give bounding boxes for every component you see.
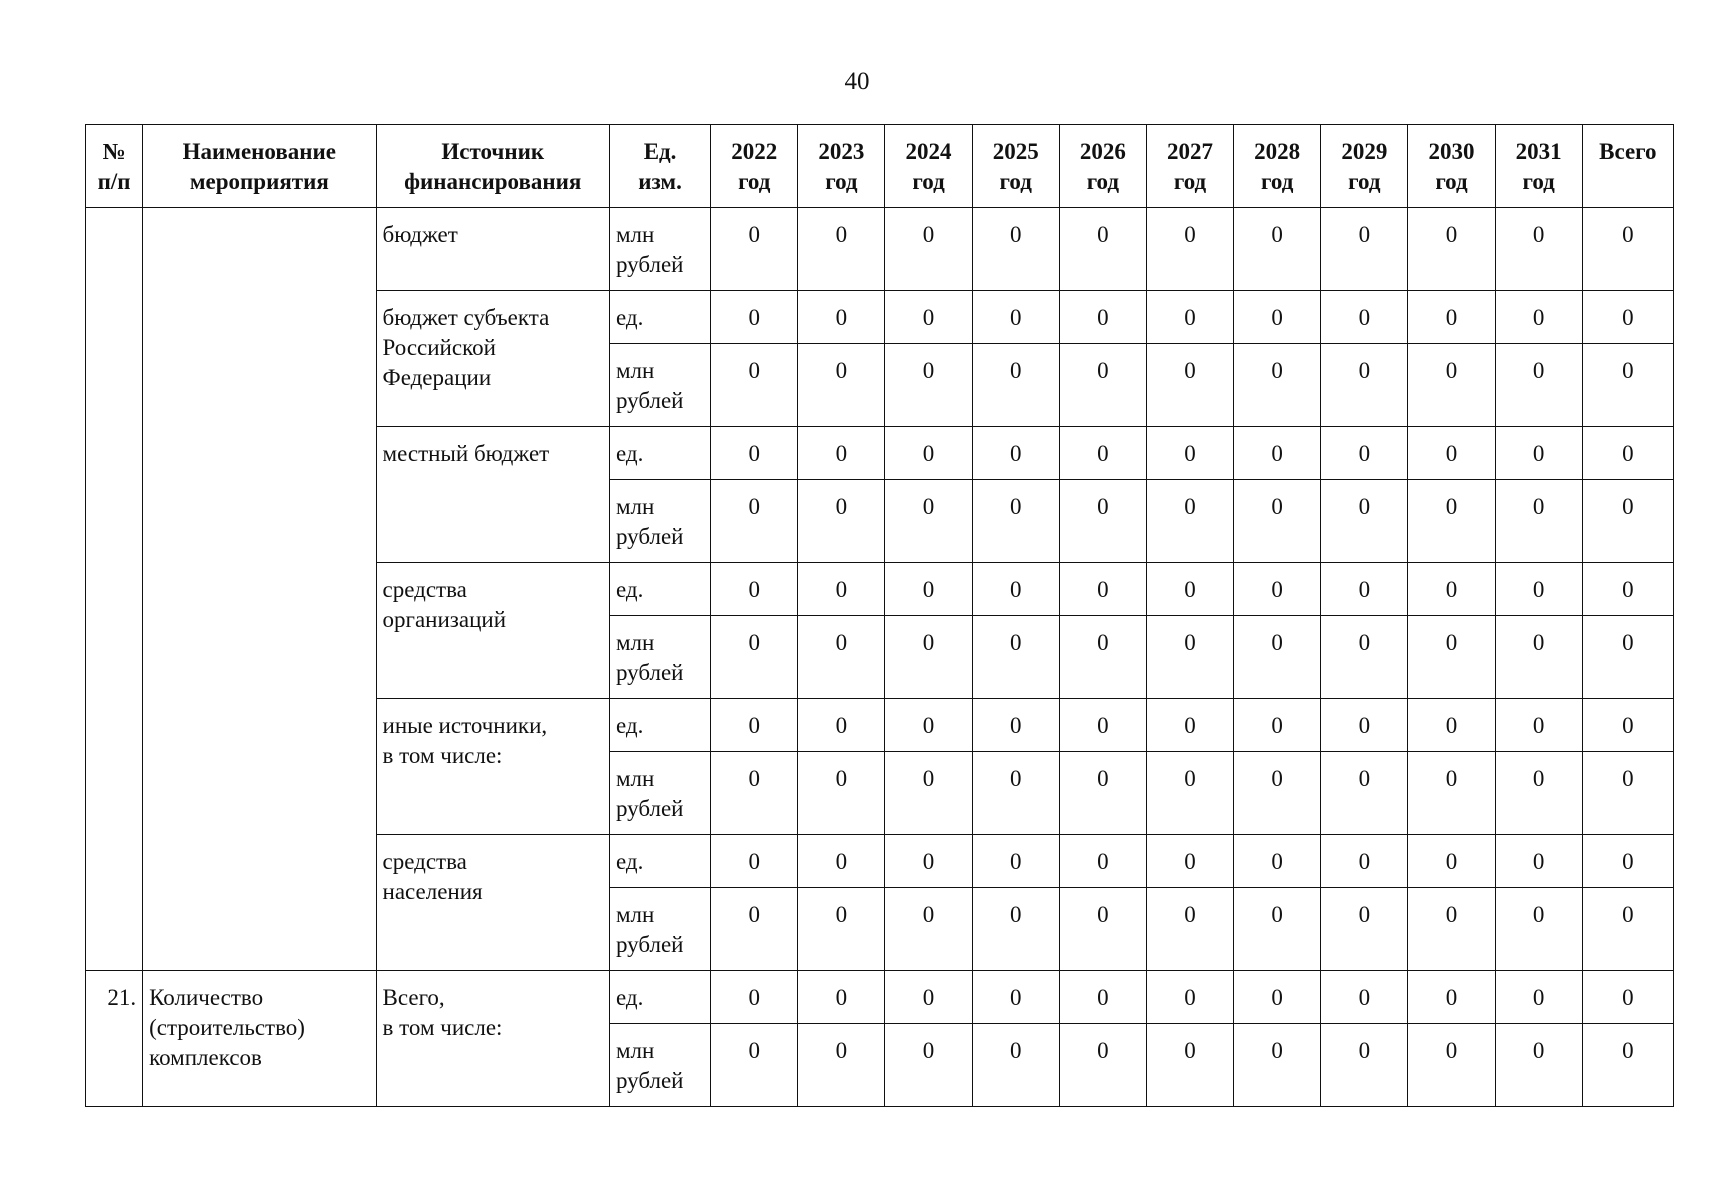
year-value-cell: 0 bbox=[1234, 480, 1321, 563]
year-value-cell: 0 bbox=[1234, 1024, 1321, 1107]
year-value-cell: 0 bbox=[1059, 971, 1146, 1024]
year-value-cell: 0 bbox=[1059, 616, 1146, 699]
col-header-year: 2026 год bbox=[1059, 125, 1146, 208]
year-value-cell: 0 bbox=[1059, 699, 1146, 752]
year-value-cell: 0 bbox=[1321, 291, 1408, 344]
item-name-cell bbox=[143, 971, 376, 1107]
text-line: рублей bbox=[615, 252, 684, 277]
year-value-cell: 0 bbox=[1059, 427, 1146, 480]
text-line: комплексов bbox=[149, 1045, 262, 1070]
year-value-cell: 0 bbox=[1408, 752, 1495, 835]
year-value-cell: 0 bbox=[1146, 971, 1233, 1024]
year-value-cell: 0 bbox=[711, 752, 798, 835]
year-value-cell: 0 bbox=[798, 888, 885, 971]
total-value-cell: 0 bbox=[1582, 971, 1673, 1024]
total-value-cell: 0 bbox=[1582, 752, 1673, 835]
year-value-cell: 0 bbox=[885, 752, 972, 835]
year-value-cell: 0 bbox=[1495, 1024, 1582, 1107]
year-value-cell: 0 bbox=[798, 835, 885, 888]
text-line: местный бюджет bbox=[382, 441, 550, 466]
text-line: Федерации bbox=[382, 365, 492, 390]
table-row bbox=[86, 208, 1674, 291]
year-value-cell: 0 bbox=[1408, 888, 1495, 971]
year-value-cell: 0 bbox=[711, 1024, 798, 1107]
year-value-cell: 0 bbox=[1321, 835, 1408, 888]
text-line: Количество bbox=[149, 985, 264, 1010]
year-value-cell: 0 bbox=[1408, 208, 1495, 291]
year-value-cell: 0 bbox=[1059, 752, 1146, 835]
total-value-cell: 0 bbox=[1582, 344, 1673, 427]
year-value-cell: 0 bbox=[1321, 888, 1408, 971]
unit-cell bbox=[609, 752, 710, 835]
year-value-cell: 0 bbox=[972, 344, 1059, 427]
year-value-cell: 0 bbox=[798, 208, 885, 291]
funding-table bbox=[85, 124, 1674, 1107]
year-value-cell: 0 bbox=[711, 291, 798, 344]
year-value-cell: 0 bbox=[972, 208, 1059, 291]
unit-cell bbox=[609, 480, 710, 563]
year-value-cell: 0 bbox=[1234, 835, 1321, 888]
year-value-cell: 0 bbox=[972, 699, 1059, 752]
text-line: Всего, bbox=[382, 985, 445, 1010]
unit-cell: ед. bbox=[609, 427, 710, 480]
year-value-cell: 0 bbox=[972, 291, 1059, 344]
year-value-cell: 0 bbox=[711, 208, 798, 291]
text-line: иные источники, bbox=[382, 713, 548, 738]
year-value-cell: 0 bbox=[798, 344, 885, 427]
funding-source-cell bbox=[376, 563, 609, 699]
year-value-cell: 0 bbox=[1495, 427, 1582, 480]
funding-source-cell bbox=[376, 971, 609, 1107]
year-value-cell: 0 bbox=[711, 971, 798, 1024]
text-line: рублей bbox=[615, 1068, 684, 1093]
year-value-cell: 0 bbox=[711, 888, 798, 971]
col-header-total: Всего bbox=[1582, 125, 1673, 208]
year-value-cell: 0 bbox=[1495, 616, 1582, 699]
year-value-cell: 0 bbox=[1408, 344, 1495, 427]
table-row bbox=[86, 971, 1674, 1024]
funding-source-cell bbox=[376, 427, 609, 563]
year-value-cell: 0 bbox=[798, 1024, 885, 1107]
year-value-cell: 0 bbox=[972, 971, 1059, 1024]
text-line: средства bbox=[382, 849, 467, 874]
year-value-cell: 0 bbox=[1146, 208, 1233, 291]
funding-source-cell bbox=[376, 291, 609, 427]
year-value-cell: 0 bbox=[711, 563, 798, 616]
year-value-cell: 0 bbox=[1234, 971, 1321, 1024]
text-line: рублей bbox=[615, 388, 684, 413]
year-value-cell: 0 bbox=[972, 563, 1059, 616]
year-value-cell: 0 bbox=[1408, 971, 1495, 1024]
col-header-name: Наименование мероприятия bbox=[143, 125, 376, 208]
year-value-cell: 0 bbox=[711, 835, 798, 888]
year-value-cell: 0 bbox=[798, 752, 885, 835]
col-header-year: 2029 год bbox=[1321, 125, 1408, 208]
year-value-cell: 0 bbox=[1234, 616, 1321, 699]
unit-cell: ед. bbox=[609, 699, 710, 752]
year-value-cell: 0 bbox=[1059, 835, 1146, 888]
total-value-cell: 0 bbox=[1582, 1024, 1673, 1107]
text-line: млн bbox=[615, 1038, 655, 1063]
year-value-cell: 0 bbox=[1059, 208, 1146, 291]
unit-cell bbox=[609, 616, 710, 699]
text-line: млн bbox=[615, 630, 655, 655]
year-value-cell: 0 bbox=[1146, 344, 1233, 427]
year-value-cell: 0 bbox=[1234, 563, 1321, 616]
col-header-source: Источник финансирования bbox=[376, 125, 609, 208]
unit-cell: ед. bbox=[609, 563, 710, 616]
funding-source-cell bbox=[376, 208, 609, 291]
text-line: рублей bbox=[615, 796, 684, 821]
year-value-cell: 0 bbox=[1495, 971, 1582, 1024]
year-value-cell: 0 bbox=[1495, 208, 1582, 291]
total-value-cell: 0 bbox=[1582, 208, 1673, 291]
year-value-cell: 0 bbox=[1495, 291, 1582, 344]
year-value-cell: 0 bbox=[798, 480, 885, 563]
total-value-cell: 0 bbox=[1582, 291, 1673, 344]
year-value-cell: 0 bbox=[1321, 971, 1408, 1024]
year-value-cell: 0 bbox=[972, 427, 1059, 480]
unit-cell: ед. bbox=[609, 291, 710, 344]
total-value-cell: 0 bbox=[1582, 616, 1673, 699]
unit-cell: ед. bbox=[609, 971, 710, 1024]
year-value-cell: 0 bbox=[798, 971, 885, 1024]
funding-source-cell bbox=[376, 699, 609, 835]
text-line: организаций bbox=[382, 607, 507, 632]
text-line: млн bbox=[615, 222, 655, 247]
total-value-cell: 0 bbox=[1582, 427, 1673, 480]
year-value-cell: 0 bbox=[1146, 835, 1233, 888]
text-line: в том числе: bbox=[382, 1015, 503, 1040]
year-value-cell: 0 bbox=[1495, 888, 1582, 971]
year-value-cell: 0 bbox=[1408, 427, 1495, 480]
year-value-cell: 0 bbox=[1059, 888, 1146, 971]
year-value-cell: 0 bbox=[711, 699, 798, 752]
year-value-cell: 0 bbox=[1495, 563, 1582, 616]
year-value-cell: 0 bbox=[1234, 888, 1321, 971]
col-header-number: № п/п bbox=[86, 125, 143, 208]
year-value-cell: 0 bbox=[1234, 208, 1321, 291]
year-value-cell: 0 bbox=[798, 291, 885, 344]
year-value-cell: 0 bbox=[1146, 563, 1233, 616]
year-value-cell: 0 bbox=[885, 699, 972, 752]
unit-cell bbox=[609, 208, 710, 291]
year-value-cell: 0 bbox=[1321, 480, 1408, 563]
total-value-cell: 0 bbox=[1582, 480, 1673, 563]
year-value-cell: 0 bbox=[1059, 291, 1146, 344]
year-value-cell: 0 bbox=[1146, 616, 1233, 699]
text-line: рублей bbox=[615, 660, 684, 685]
name-cell-continued bbox=[143, 208, 376, 971]
year-value-cell: 0 bbox=[972, 480, 1059, 563]
year-value-cell: 0 bbox=[972, 888, 1059, 971]
year-value-cell: 0 bbox=[1321, 344, 1408, 427]
year-value-cell: 0 bbox=[1495, 752, 1582, 835]
year-value-cell: 0 bbox=[1059, 344, 1146, 427]
col-header-year: 2031 год bbox=[1495, 125, 1582, 208]
year-value-cell: 0 bbox=[1059, 1024, 1146, 1107]
year-value-cell: 0 bbox=[1321, 699, 1408, 752]
year-value-cell: 0 bbox=[1408, 563, 1495, 616]
text-line: средства bbox=[382, 577, 467, 602]
year-value-cell: 0 bbox=[1146, 427, 1233, 480]
year-value-cell: 0 bbox=[798, 563, 885, 616]
year-value-cell: 0 bbox=[1059, 563, 1146, 616]
year-value-cell: 0 bbox=[885, 427, 972, 480]
col-header-year: 2028 год bbox=[1234, 125, 1321, 208]
year-value-cell: 0 bbox=[1321, 563, 1408, 616]
year-value-cell: 0 bbox=[972, 616, 1059, 699]
year-value-cell: 0 bbox=[885, 344, 972, 427]
year-value-cell: 0 bbox=[885, 480, 972, 563]
year-value-cell: 0 bbox=[885, 888, 972, 971]
year-value-cell: 0 bbox=[1146, 752, 1233, 835]
text-line: населения bbox=[382, 879, 483, 904]
year-value-cell: 0 bbox=[1321, 208, 1408, 291]
text-line: млн bbox=[615, 766, 655, 791]
year-value-cell: 0 bbox=[798, 427, 885, 480]
col-header-year: 2025 год bbox=[972, 125, 1059, 208]
year-value-cell: 0 bbox=[1495, 480, 1582, 563]
year-value-cell: 0 bbox=[1408, 480, 1495, 563]
funding-source-cell bbox=[376, 835, 609, 971]
year-value-cell: 0 bbox=[885, 971, 972, 1024]
year-value-cell: 0 bbox=[1408, 835, 1495, 888]
col-header-year: 2024 год bbox=[885, 125, 972, 208]
text-line: рублей bbox=[615, 524, 684, 549]
text-line: млн bbox=[615, 494, 655, 519]
text-line: (строительство) bbox=[149, 1015, 305, 1040]
table-body bbox=[86, 208, 1674, 1107]
year-value-cell: 0 bbox=[972, 835, 1059, 888]
total-value-cell: 0 bbox=[1582, 835, 1673, 888]
year-value-cell: 0 bbox=[711, 344, 798, 427]
year-value-cell: 0 bbox=[1321, 752, 1408, 835]
year-value-cell: 0 bbox=[1146, 1024, 1233, 1107]
year-value-cell: 0 bbox=[1234, 344, 1321, 427]
year-value-cell: 0 bbox=[885, 563, 972, 616]
page-number: 40 bbox=[844, 68, 870, 95]
year-value-cell: 0 bbox=[1234, 291, 1321, 344]
year-value-cell: 0 bbox=[1234, 427, 1321, 480]
col-header-year: 2022 год bbox=[711, 125, 798, 208]
col-header-year: 2023 год bbox=[798, 125, 885, 208]
header-row bbox=[86, 125, 1674, 208]
year-value-cell: 0 bbox=[885, 616, 972, 699]
unit-cell bbox=[609, 1024, 710, 1107]
year-value-cell: 0 bbox=[1146, 480, 1233, 563]
year-value-cell: 0 bbox=[1495, 699, 1582, 752]
text-line: рублей bbox=[615, 932, 684, 957]
year-value-cell: 0 bbox=[1321, 616, 1408, 699]
total-value-cell: 0 bbox=[1582, 699, 1673, 752]
year-value-cell: 0 bbox=[885, 208, 972, 291]
year-value-cell: 0 bbox=[1321, 1024, 1408, 1107]
year-value-cell: 0 bbox=[1146, 888, 1233, 971]
year-value-cell: 0 bbox=[1495, 344, 1582, 427]
year-value-cell: 0 bbox=[1146, 291, 1233, 344]
year-value-cell: 0 bbox=[972, 752, 1059, 835]
year-value-cell: 0 bbox=[885, 1024, 972, 1107]
year-value-cell: 0 bbox=[972, 1024, 1059, 1107]
year-value-cell: 0 bbox=[1495, 835, 1582, 888]
total-value-cell: 0 bbox=[1582, 888, 1673, 971]
text-line: млн bbox=[615, 902, 655, 927]
year-value-cell: 0 bbox=[1408, 616, 1495, 699]
year-value-cell: 0 bbox=[885, 835, 972, 888]
year-value-cell: 0 bbox=[798, 699, 885, 752]
year-value-cell: 0 bbox=[1059, 480, 1146, 563]
year-value-cell: 0 bbox=[711, 427, 798, 480]
year-value-cell: 0 bbox=[798, 616, 885, 699]
text-line: бюджет bbox=[382, 222, 458, 247]
year-value-cell: 0 bbox=[1408, 1024, 1495, 1107]
year-value-cell: 0 bbox=[711, 480, 798, 563]
year-value-cell: 0 bbox=[1146, 699, 1233, 752]
total-value-cell: 0 bbox=[1582, 563, 1673, 616]
col-header-year: 2027 год bbox=[1146, 125, 1233, 208]
col-header-unit: Ед. изм. bbox=[609, 125, 710, 208]
year-value-cell: 0 bbox=[1234, 752, 1321, 835]
text-line: Российской bbox=[382, 335, 496, 360]
year-value-cell: 0 bbox=[1321, 427, 1408, 480]
year-value-cell: 0 bbox=[885, 291, 972, 344]
col-header-year: 2030 год bbox=[1408, 125, 1495, 208]
unit-cell bbox=[609, 344, 710, 427]
item-number-cell: 21. bbox=[86, 971, 143, 1107]
text-line: бюджет субъекта bbox=[382, 305, 550, 330]
text-line: млн bbox=[615, 358, 655, 383]
unit-cell bbox=[609, 888, 710, 971]
year-value-cell: 0 bbox=[1234, 699, 1321, 752]
unit-cell: ед. bbox=[609, 835, 710, 888]
year-value-cell: 0 bbox=[1408, 291, 1495, 344]
text-line: в том числе: bbox=[382, 743, 503, 768]
year-value-cell: 0 bbox=[711, 616, 798, 699]
number-cell-continued bbox=[86, 208, 143, 971]
year-value-cell: 0 bbox=[1408, 699, 1495, 752]
